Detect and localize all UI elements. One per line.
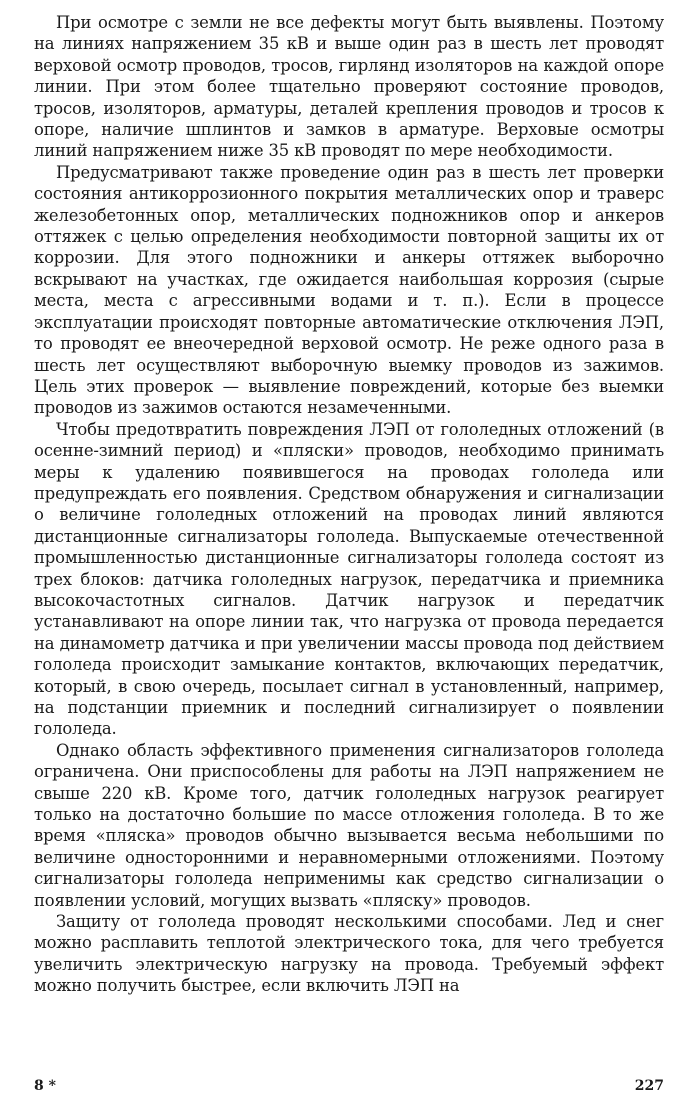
paragraph-1: При осмотре с земли не все дефекты могут быть выявлены. Поэтому на линиях напряжением 35 кВ и выше один раз в шесть лет проводят верховой осмотр проводов, тросов, гирлянд изоляторов на каждой опоре линии. При этом более тщательно проверяют состояние проводов, тросов, изоляторов, арматуры, деталей крепления проводов и тросов к опоре, наличие шплинтов и замков в арматуре. Верховые осмотры линий напряжением ниже 35 кВ проводят по мере необходимости. [34, 13, 664, 161]
paragraph-4: Однако область эффективного применения сигнализаторов гололеда ограничена. Они приспособлены для работы на ЛЭП напряжением не свыше 220 кВ. Кроме того, датчик гололедных нагрузок реагирует только на достаточно большие по массе отложения гололеда. В то же время «пляска» проводов обычно вызывается весьма небольшими по величине односторонними и неравномерными отложениями. Поэтому сигнализаторы гололеда неприменимы как средство сигнализации о появлении условий, могущих вызвать «пляску» проводов. [34, 740, 664, 910]
page-number: 227 [634, 1078, 664, 1094]
paragraph-2: Предусматривают также проведение один раз в шесть лет проверки состояния антикоррозионного покрытия металлических опор и траверс железобетонных опор, металлических подножников опор и анкеров оттяжек с целью определения необходимости повторной защиты их от коррозии. Для этого подножники и анкеры оттяжек выборочно вскрывают на участках, где ожидается наибольшая коррозия (сырые места, места с агрессивными водами и т. п.). Если в процессе эксплуатации происходят повторные автоматические отключения ЛЭП, то проводят ее внеочередной верховой осмотр. Не реже одного раза в шесть лет осуществляют выборочную выемку проводов из зажимов. Цель этих проверок — выявление повреждений, которые без выемки проводов из зажимов остаются незамеченными. [34, 162, 664, 418]
page-footer [34, 1078, 664, 1098]
page-body [34, 12, 664, 997]
signature-mark: 8 * [34, 1078, 56, 1094]
paragraph-3: Чтобы предотвратить повреждения ЛЭП от гололедных отложений (в осенне-зимний период) и «пляски» проводов, необходимо принимать меры к удалению появившегося на проводах гололеда или предупреждать его появления. Средством обнаружения и сигнализации о величине гололедных отложений на проводах линий являются дистанционные сигнализаторы гололеда. Выпускаемые отечественной промышленностью дистанционные сигнализаторы гололеда состоят из трех блоков: датчика гололедных нагрузок, передатчика и приемника высокочастотных сигналов. Датчик нагрузок и передатчик устанавливают на опоре линии так, что нагрузка от провода передается на динамометр датчика и при увеличении массы провода под действием гололеда происходит замыкание контактов, включающих передатчик, который, в свою очередь, посылает сигнал в установленный, например, на подстанции приемник и последний сигнализирует о появлении гололеда. [34, 419, 664, 739]
paragraph-5: Защиту от гололеда проводят несколькими способами. Лед и снег можно расплавить теплотой электрического тока, для чего требуется увеличить электрическую нагрузку на провода. Требуемый эффект можно получить быстрее, если включить ЛЭП на [34, 912, 664, 996]
